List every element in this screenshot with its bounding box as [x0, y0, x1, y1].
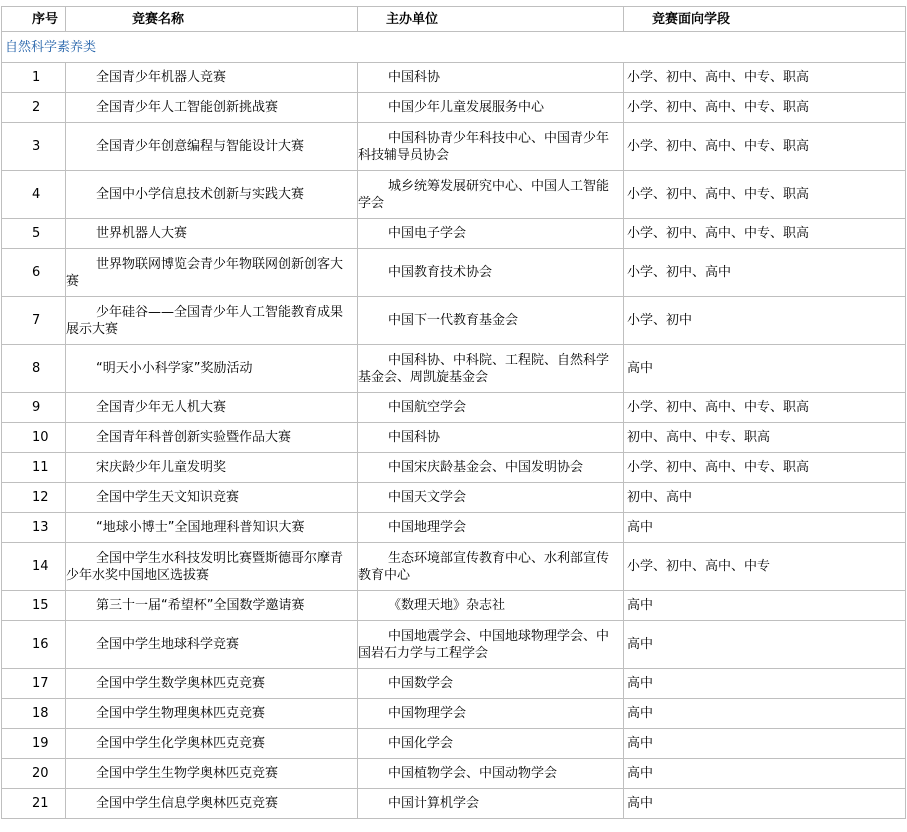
section-title: 自然科学素养类: [2, 32, 906, 63]
table-row: [2, 483, 906, 513]
competition-name: 少年硅谷——全国青少年人工智能教育成果展示大赛: [66, 297, 358, 345]
school-stage: 高中: [624, 591, 906, 621]
school-stage: 小学、初中、高中、中专、职高: [624, 453, 906, 483]
table-row: [2, 789, 906, 819]
organizer: 中国科协、中科院、工程院、自然科学基金会、周凯旋基金会: [358, 345, 624, 393]
row-index: 10: [2, 423, 66, 453]
school-stage: 高中: [624, 621, 906, 669]
row-index: 16: [2, 621, 66, 669]
organizer: 中国天文学会: [358, 483, 624, 513]
organizer: 中国化学会: [358, 729, 624, 759]
school-stage: 高中: [624, 789, 906, 819]
competition-name: 全国中学生地球科学竞赛: [66, 621, 358, 669]
competition-name: 全国中学生天文知识竞赛: [66, 483, 358, 513]
school-stage: 初中、高中、中专、职高: [624, 423, 906, 453]
table-row: [2, 345, 906, 393]
row-index: 1: [2, 63, 66, 93]
organizer: 中国科协: [358, 423, 624, 453]
competition-name: 全国中学生水科技发明比赛暨斯德哥尔摩青少年水奖中国地区选拔赛: [66, 543, 358, 591]
table-row: [2, 699, 906, 729]
competition-name: “地球小博士”全国地理科普知识大赛: [66, 513, 358, 543]
row-index: 3: [2, 123, 66, 171]
organizer: 中国少年儿童发展服务中心: [358, 93, 624, 123]
table-row: [2, 591, 906, 621]
competition-name: 全国青少年无人机大赛: [66, 393, 358, 423]
organizer: 中国数学会: [358, 669, 624, 699]
header-index: 序号: [2, 7, 66, 32]
school-stage: 高中: [624, 759, 906, 789]
organizer: 中国宋庆龄基金会、中国发明协会: [358, 453, 624, 483]
school-stage: 高中: [624, 729, 906, 759]
school-stage: 小学、初中、高中: [624, 249, 906, 297]
organizer: 《数理天地》杂志社: [358, 591, 624, 621]
row-index: 4: [2, 171, 66, 219]
row-index: 19: [2, 729, 66, 759]
organizer: 中国下一代教育基金会: [358, 297, 624, 345]
competition-name: 第三十一届“希望杯”全国数学邀请赛: [66, 591, 358, 621]
competition-name: 全国中学生化学奥林匹克竞赛: [66, 729, 358, 759]
competition-name: 宋庆龄少年儿童发明奖: [66, 453, 358, 483]
competition-name: 世界机器人大赛: [66, 219, 358, 249]
row-index: 20: [2, 759, 66, 789]
competition-name: 全国中小学信息技术创新与实践大赛: [66, 171, 358, 219]
organizer: 中国教育技术协会: [358, 249, 624, 297]
table-row: [2, 249, 906, 297]
school-stage: 小学、初中、高中、中专、职高: [624, 63, 906, 93]
competition-table: [1, 6, 906, 819]
row-index: 14: [2, 543, 66, 591]
organizer: 中国植物学会、中国动物学会: [358, 759, 624, 789]
organizer: 中国地理学会: [358, 513, 624, 543]
table-row: [2, 543, 906, 591]
organizer: 中国科协青少年科技中心、中国青少年科技辅导员协会: [358, 123, 624, 171]
table-row: [2, 93, 906, 123]
school-stage: 高中: [624, 699, 906, 729]
school-stage: 小学、初中、高中、中专、职高: [624, 219, 906, 249]
header-organizer: 主办单位: [358, 7, 624, 32]
row-index: 21: [2, 789, 66, 819]
organizer: 中国物理学会: [358, 699, 624, 729]
table-row: [2, 219, 906, 249]
table-row: [2, 669, 906, 699]
table-row: [2, 423, 906, 453]
row-index: 13: [2, 513, 66, 543]
school-stage: 小学、初中、高中、中专: [624, 543, 906, 591]
school-stage: 小学、初中、高中、中专、职高: [624, 393, 906, 423]
organizer: 中国科协: [358, 63, 624, 93]
school-stage: 初中、高中: [624, 483, 906, 513]
header-row: [2, 7, 906, 32]
school-stage: 小学、初中、高中、中专、职高: [624, 171, 906, 219]
organizer: 中国计算机学会: [358, 789, 624, 819]
school-stage: 高中: [624, 345, 906, 393]
table-row: [2, 63, 906, 93]
row-index: 2: [2, 93, 66, 123]
school-stage: 高中: [624, 669, 906, 699]
school-stage: 高中: [624, 513, 906, 543]
organizer: 生态环境部宣传教育中心、水利部宣传教育中心: [358, 543, 624, 591]
competition-name: 全国青年科普创新实验暨作品大赛: [66, 423, 358, 453]
row-index: 18: [2, 699, 66, 729]
row-index: 15: [2, 591, 66, 621]
competition-name: 全国中学生生物学奥林匹克竞赛: [66, 759, 358, 789]
row-index: 5: [2, 219, 66, 249]
competition-name: 全国青少年人工智能创新挑战赛: [66, 93, 358, 123]
row-index: 11: [2, 453, 66, 483]
table-row: [2, 453, 906, 483]
competition-name: 全国中学生物理奥林匹克竞赛: [66, 699, 358, 729]
school-stage: 小学、初中、高中、中专、职高: [624, 93, 906, 123]
competition-name: 世界物联网博览会青少年物联网创新创客大赛: [66, 249, 358, 297]
competition-name: 全国中学生信息学奥林匹克竞赛: [66, 789, 358, 819]
organizer: 城乡统筹发展研究中心、中国人工智能学会: [358, 171, 624, 219]
table-row: [2, 123, 906, 171]
school-stage: 小学、初中: [624, 297, 906, 345]
organizer: 中国地震学会、中国地球物理学会、中国岩石力学与工程学会: [358, 621, 624, 669]
table-row: [2, 729, 906, 759]
table-row: [2, 297, 906, 345]
organizer: 中国电子学会: [358, 219, 624, 249]
table-row: [2, 513, 906, 543]
table-row: [2, 393, 906, 423]
school-stage: 小学、初中、高中、中专、职高: [624, 123, 906, 171]
header-name: 竞赛名称: [66, 7, 358, 32]
row-index: 6: [2, 249, 66, 297]
competition-name: “明天小小科学家”奖励活动: [66, 345, 358, 393]
section-row: [2, 32, 906, 63]
row-index: 9: [2, 393, 66, 423]
competition-name: 全国青少年创意编程与智能设计大赛: [66, 123, 358, 171]
organizer: 中国航空学会: [358, 393, 624, 423]
row-index: 8: [2, 345, 66, 393]
row-index: 17: [2, 669, 66, 699]
row-index: 7: [2, 297, 66, 345]
competition-name: 全国中学生数学奥林匹克竞赛: [66, 669, 358, 699]
competition-name: 全国青少年机器人竞赛: [66, 63, 358, 93]
header-stage: 竞赛面向学段: [624, 7, 906, 32]
table-row: [2, 171, 906, 219]
table-row: [2, 621, 906, 669]
table-row: [2, 759, 906, 789]
row-index: 12: [2, 483, 66, 513]
